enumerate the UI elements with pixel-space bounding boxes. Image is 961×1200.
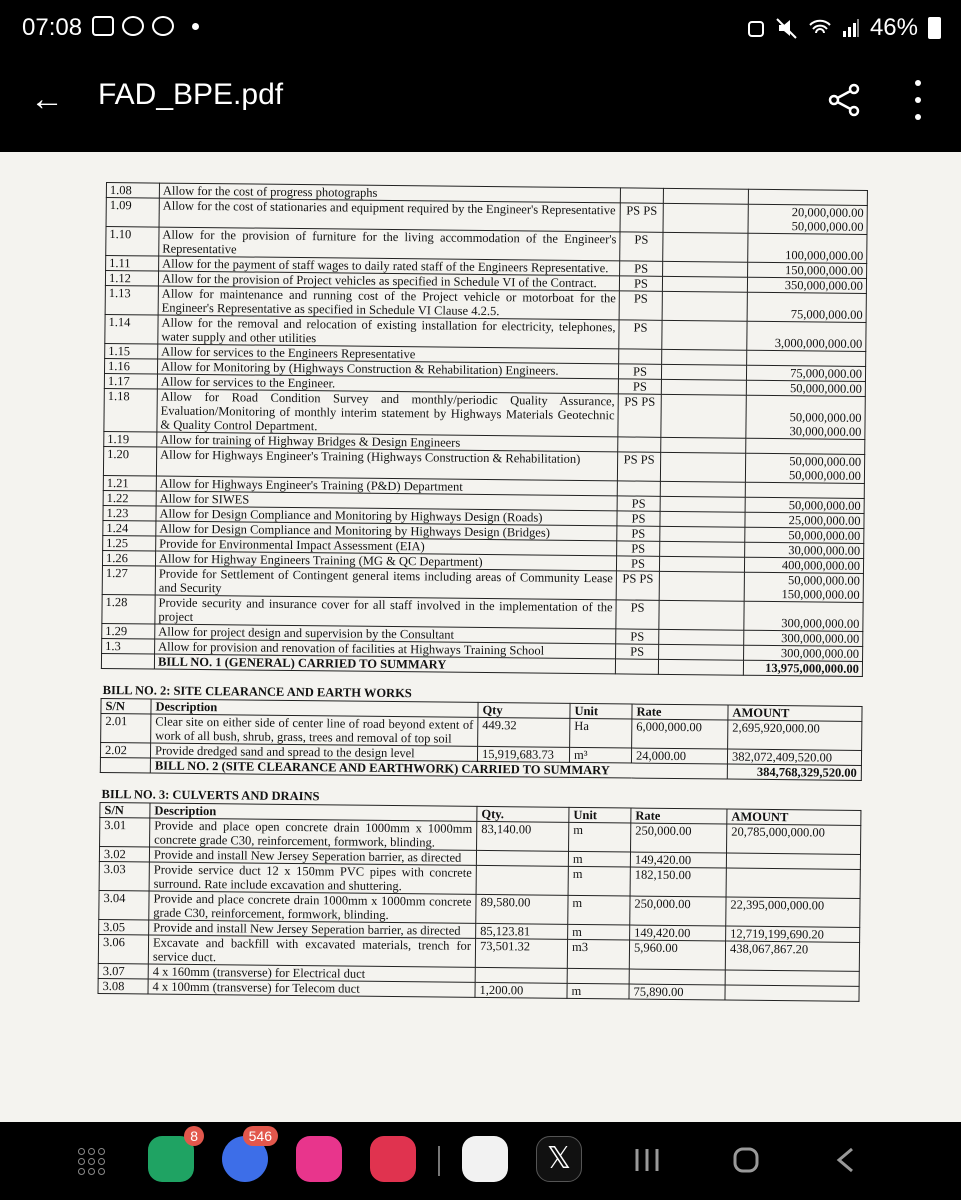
cell-description: Allow for Highways Engineer's Training (Highways Construction & Rehabilitation)	[156, 447, 617, 481]
apps-grid-icon[interactable]	[78, 1148, 104, 1174]
cell-sn: 1.3	[102, 638, 155, 654]
col-header-unit: Unit	[569, 807, 631, 823]
back-arrow-icon[interactable]: ←	[30, 80, 64, 118]
cell-blank	[659, 571, 744, 601]
messages-app-icon[interactable]	[222, 1128, 272, 1182]
cell-amount: 50,000,000.00 150,000,000.00	[744, 572, 863, 602]
cell-qty	[476, 865, 568, 895]
cell-description: Allow for Monitoring by (Highways Construction & Rehabilitation) Engineers.	[157, 359, 618, 379]
cell-sn: 2.02	[100, 742, 150, 758]
cell-unit: PS PS	[617, 452, 660, 481]
cell-description: Allow for maintenance and running cost of the Project vehicle or motorboat for the Engineer's Representative as specified in Schedule VI Clause 4.2.5.	[158, 286, 619, 320]
cell-desc: Provide and place concrete drain 1000mm x 1000mm concrete grade C30, reinforcement, formwork, blinding.	[149, 891, 476, 923]
cell-unit: m³	[569, 747, 631, 763]
col-header-qty: Qty.	[477, 806, 569, 822]
cell-description: Allow for Highways Engineer's Training (P&D) Department	[156, 476, 617, 496]
cell-description: Allow for the cost of progress photographs	[159, 183, 620, 203]
cell-amount	[726, 868, 860, 898]
mute-icon	[776, 17, 798, 39]
cell-unit: PS	[616, 556, 659, 571]
cell-desc: 4 x 160mm (transverse) for Electrical duct	[148, 964, 475, 982]
alarm-icon	[746, 17, 766, 39]
cell-blank	[662, 320, 747, 350]
cell-desc: Provide service duct 12 x 150mm PVC pipes with concrete surround. Rate include excavation and shuttering.	[149, 862, 476, 894]
cell-amount: 20,785,000,000.00	[727, 824, 861, 854]
cell-blank	[659, 600, 744, 630]
bill-2-total-label: BILL NO. 2 (SITE CLEARANCE AND EARTHWORK) CARRIED TO SUMMARY	[150, 758, 727, 779]
cell-qty: 89,580.00	[476, 894, 568, 924]
cell-unit: PS	[616, 600, 659, 629]
cell-sn: 1.18	[104, 388, 157, 432]
cell-sn: 1.22	[103, 490, 156, 506]
col-header-sn: S/N	[100, 802, 150, 818]
cell-sn: 1.20	[103, 446, 156, 476]
status-bar	[0, 0, 961, 56]
cell-rate	[629, 969, 725, 985]
cell-sn: 1.14	[105, 314, 158, 344]
col-header-sn: S/N	[101, 698, 151, 714]
cell-sn: 1.09	[106, 198, 159, 228]
cell-sn: 1.11	[106, 256, 159, 272]
cell-amount: 2,695,920,000.00	[728, 720, 862, 750]
cell-amount: 20,000,000.00 50,000,000.00	[748, 204, 867, 234]
cell-unit	[618, 437, 661, 452]
cell-sn: 1.21	[103, 475, 156, 491]
cell-amount: 150,000,000.00	[748, 262, 867, 278]
cell-amount: 22,395,000,000.00	[726, 897, 860, 927]
col-header-rate: Rate	[632, 704, 728, 720]
cell-description: Allow for SIWES	[156, 491, 617, 511]
cell-amount: 400,000,000.00	[744, 557, 863, 573]
cell-desc: 4 x 100mm (transverse) for Telecom duct	[148, 979, 475, 997]
cell-sn: 1.28	[102, 594, 155, 624]
more-notifications-icon	[192, 23, 199, 30]
col-header-rate: Rate	[631, 808, 727, 824]
cell-unit: m	[568, 866, 630, 896]
app-bar	[0, 56, 961, 152]
bill-3-table	[97, 802, 861, 1002]
battery-icon	[928, 17, 941, 39]
cell-unit	[567, 968, 629, 984]
cell-description: Provide for Environmental Impact Assessment (EIA)	[156, 536, 617, 556]
cell-unit: m	[568, 895, 630, 925]
cell-blank	[663, 188, 748, 204]
cell-sn: 3.03	[99, 861, 149, 891]
cell-desc: Provide dredged sand and spread to the design level	[150, 743, 477, 761]
cell-blank	[663, 261, 748, 277]
cell-amount: 300,000,000.00	[744, 645, 863, 661]
cell-blank	[659, 556, 744, 572]
chat-icon	[152, 16, 174, 36]
messages-badge: 546	[243, 1126, 278, 1146]
col-header-amount: AMOUNT	[727, 809, 861, 825]
cell-unit: PS	[620, 261, 663, 276]
cell-amount: 75,000,000.00	[746, 365, 865, 381]
table-row	[104, 388, 865, 439]
cell-blank	[662, 291, 747, 321]
cell-blank	[662, 276, 747, 292]
cell-blank	[662, 349, 747, 365]
bottom-navigation-bar	[0, 1122, 961, 1200]
cell-amount: 30,000,000.00	[745, 542, 864, 558]
cell-amount	[746, 438, 865, 454]
share-icon[interactable]	[826, 82, 862, 118]
bill-3-title: BILL NO. 3: CULVERTS AND DRAINS	[101, 786, 320, 804]
cell-description: Allow for Road Condition Survey and monthly/periodic Quality Assurance, Evaluation/Monitoring of monthly interim statement by Highways Materials Geotechnic & Quality Control Department.	[157, 389, 618, 437]
cell-amount: 300,000,000.00	[744, 601, 863, 631]
cell-qty: 449.32	[478, 717, 570, 747]
cell-sn: 1.10	[106, 227, 159, 257]
cell-sn: 3.05	[99, 919, 149, 935]
cell-amount	[748, 189, 867, 205]
cell-description: Allow for the removal and relocation of existing installation for electricity, telephones, water supply and other utilities	[158, 315, 619, 349]
signal-icon	[842, 18, 860, 38]
cell-sn: 1.25	[103, 535, 156, 551]
cell-unit: PS	[617, 496, 660, 511]
cell-amount: 300,000,000.00	[744, 630, 863, 646]
status-time: 07:08	[22, 14, 83, 41]
bill-2-table	[100, 698, 863, 781]
cell-qty: 1,200.00	[475, 982, 567, 998]
cell-amount: 350,000,000.00	[747, 277, 866, 293]
cell-qty: 15,919,683.73	[477, 746, 569, 762]
cell-blank	[659, 629, 744, 645]
cell-qty	[475, 967, 567, 983]
cell-amount: 382,072,409,520.00	[727, 749, 861, 765]
cell-rate: 149,420.00	[630, 852, 726, 868]
cell-unit: m3	[567, 939, 629, 969]
cell-sn: 1.29	[102, 623, 155, 639]
cell-amount: 50,000,000.00	[745, 497, 864, 513]
cell-rate: 182,150.00	[630, 867, 726, 897]
col-header-qty: Qty	[478, 702, 570, 718]
cell-amount: 75,000,000.00	[747, 292, 866, 322]
cell-sn: 3.06	[98, 934, 148, 964]
cell-amount: 25,000,000.00	[745, 512, 864, 528]
cell-description: Allow for Design Compliance and Monitoring by Highways Design (Bridges)	[156, 521, 617, 541]
cell-description: Allow for Highway Engineers Training (MG & QC Department)	[155, 551, 616, 571]
cell-blank	[661, 379, 746, 395]
home-icon[interactable]	[732, 1146, 760, 1174]
more-options-icon[interactable]	[908, 80, 928, 120]
cell-description: Allow for the provision of Project vehicles as specified in Schedule VI of the Contract.	[158, 271, 619, 291]
cell-amount	[745, 482, 864, 498]
cell-unit: m	[569, 822, 631, 852]
cell-sn: 1.16	[104, 358, 157, 374]
cell-sn: 3.02	[99, 846, 149, 862]
cell-unit: PS	[618, 364, 661, 379]
cell-unit	[620, 188, 663, 203]
cell-description: Allow for the payment of staff wages to daily rated staff of the Engineers Representative.	[159, 256, 620, 276]
cell-description: Provide security and insurance cover for all staff involved in the implementation of the project	[155, 595, 616, 629]
cell-description: Allow for services to the Engineers Representative	[158, 344, 619, 364]
cell-unit: m	[568, 851, 630, 867]
cell-amount: 50,000,000.00 50,000,000.00	[745, 453, 864, 483]
pdf-page-view[interactable]	[0, 152, 961, 1122]
col-header-amount: AMOUNT	[728, 705, 862, 721]
cell-sn: 1.15	[105, 343, 158, 359]
cell-sn: 1.26	[102, 550, 155, 566]
cell-amount: 50,000,000.00 30,000,000.00	[746, 395, 865, 439]
cell-desc: Provide and install New Jersey Seperation barrier, as directed	[149, 847, 476, 865]
cell-blank	[660, 541, 745, 557]
bill-2-title: BILL NO. 2: SITE CLEARANCE AND EARTH WORKS	[102, 682, 412, 701]
cell-unit: PS	[617, 511, 660, 526]
cell-unit: PS	[617, 526, 660, 541]
cell-rate: 5,960.00	[629, 940, 725, 970]
cell-sn: 1.19	[104, 431, 157, 447]
bill-1-table	[101, 182, 868, 677]
cell-amount: 50,000,000.00	[746, 380, 865, 396]
cell-desc: Provide and install New Jersey Seperation barrier, as directed	[149, 920, 476, 938]
cell-unit: m	[568, 924, 630, 940]
pdf-page	[97, 182, 867, 1002]
cell-blank	[661, 437, 746, 453]
battery-level: 46%	[869, 14, 918, 41]
wifi-icon	[808, 18, 832, 38]
cell-qty: 85,123.81	[476, 923, 568, 939]
cell-blank	[663, 232, 748, 262]
cell-qty: 73,501.32	[475, 938, 567, 968]
cell-rate: 250,000.00	[630, 896, 726, 926]
cell-blank	[660, 452, 745, 482]
cell-unit: PS	[619, 276, 662, 291]
cell-description: Allow for services to the Engineer.	[157, 374, 618, 394]
cell-amount	[726, 853, 860, 869]
cell-amount: 3,000,000,000.00	[747, 321, 866, 351]
document-title: FAD_BPE.pdf	[98, 78, 284, 111]
cell-amount	[725, 985, 859, 1001]
col-header-description: Description	[151, 699, 478, 717]
cell-amount: 438,067,867.20	[725, 941, 859, 971]
cell-unit	[619, 349, 662, 364]
cell-description: Provide for Settlement of Contingent general items including areas of Community Lease and Security	[155, 566, 616, 600]
cell-description: Allow for Design Compliance and Monitoring by Highways Design (Roads)	[156, 506, 617, 526]
x-app-icon[interactable]: 𝕏	[536, 1136, 582, 1182]
cell-rate: 149,420.00	[630, 925, 726, 941]
flower-app-icon[interactable]	[296, 1136, 342, 1182]
cell-amount	[725, 970, 859, 986]
cell-sn: 1.13	[105, 285, 158, 315]
cell-amount	[747, 350, 866, 366]
cell-blank	[661, 394, 746, 438]
cell-desc: Provide and place open concrete drain 1000mm x 1000mm concrete grade C30, reinforcement, formwork, blinding.	[150, 818, 477, 850]
cell-qty: 83,140.00	[477, 821, 569, 851]
col-header-description: Description	[150, 803, 477, 821]
cell-unit: m	[567, 983, 629, 999]
cell-sn: 1.27	[102, 565, 155, 595]
cell-unit: PS PS	[620, 203, 663, 232]
cell-blank	[661, 364, 746, 380]
phone-app-icon[interactable]	[148, 1128, 198, 1182]
bing-app-icon[interactable]	[462, 1136, 508, 1182]
col-header-unit: Unit	[570, 703, 632, 719]
cell-sn: 1.17	[104, 373, 157, 389]
cell-unit: PS	[619, 291, 662, 320]
cell-rate: 250,000.00	[631, 823, 727, 853]
cell-sn: 1.12	[105, 271, 158, 287]
dock-separator	[438, 1146, 440, 1176]
cell-unit: PS	[619, 320, 662, 349]
bill-1-total-amount: 13,975,000,000.00	[743, 660, 862, 676]
cell-desc: Excavate and backfill with excavated materials, trench for service duct.	[148, 935, 475, 967]
cell-unit: PS	[617, 541, 660, 556]
cell-unit: PS	[620, 232, 663, 261]
cell-description: Allow for the cost of stationaries and equipment required by the Engineer's Representative	[159, 198, 620, 232]
cell-amount: 100,000,000.00	[748, 233, 867, 263]
notification-icons	[92, 16, 199, 36]
cell-description: Allow for the provision of furniture for the living accommodation of the Engineer's Representative	[159, 227, 620, 261]
cell-sn: 1.23	[103, 505, 156, 521]
cell-unit	[617, 481, 660, 496]
cell-unit: PS	[616, 644, 659, 659]
message-icon	[122, 16, 144, 36]
cell-unit: PS PS	[618, 394, 661, 437]
cell-amount: 12,719,199,690.20	[726, 926, 860, 942]
cell-rate: 24,000.00	[631, 748, 727, 764]
recent-apps-icon[interactable]	[634, 1146, 660, 1174]
cell-rate: 75,890.00	[629, 984, 725, 1000]
back-nav-icon[interactable]	[834, 1146, 856, 1174]
cell-qty	[476, 850, 568, 866]
cell-sn: 3.08	[98, 978, 148, 994]
cell-blank	[663, 203, 748, 233]
cell-description: Allow for training of Highway Bridges & Design Engineers	[157, 432, 618, 452]
cell-unit: PS	[618, 379, 661, 394]
cell-unit: PS	[616, 629, 659, 644]
cell-desc: Clear site on either side of center line of road beyond extent of work of all bush, shrub, grass, trees and removal of top soil	[151, 714, 478, 746]
gallery-icon	[92, 16, 114, 36]
cell-rate: 6,000,000.00	[632, 719, 728, 749]
cell-unit: Ha	[570, 718, 632, 748]
cell-sn: 1.24	[103, 520, 156, 536]
cell-blank	[660, 526, 745, 542]
bill-2-total-amount: 384,768,329,520.00	[727, 764, 861, 780]
cell-blank	[659, 644, 744, 660]
phone-badge: 8	[184, 1126, 204, 1146]
cell-sn: 3.01	[100, 817, 150, 847]
cell-blank	[660, 511, 745, 527]
camera-app-icon[interactable]	[370, 1136, 416, 1182]
cell-amount: 50,000,000.00	[745, 527, 864, 543]
cell-blank	[660, 481, 745, 497]
cell-unit: PS PS	[616, 571, 659, 600]
cell-sn: 1.08	[106, 183, 159, 199]
cell-sn: 3.04	[99, 890, 149, 920]
cell-sn: 2.01	[101, 713, 151, 743]
cell-description: Allow for project design and supervision by the Consultant	[155, 624, 616, 644]
cell-description: Allow for provision and renovation of facilities at Highways Training School	[155, 639, 616, 659]
cell-sn: 3.07	[98, 963, 148, 979]
cell-blank	[660, 496, 745, 512]
bill-1-total-label: BILL NO. 1 (GENERAL) CARRIED TO SUMMARY	[154, 654, 615, 674]
